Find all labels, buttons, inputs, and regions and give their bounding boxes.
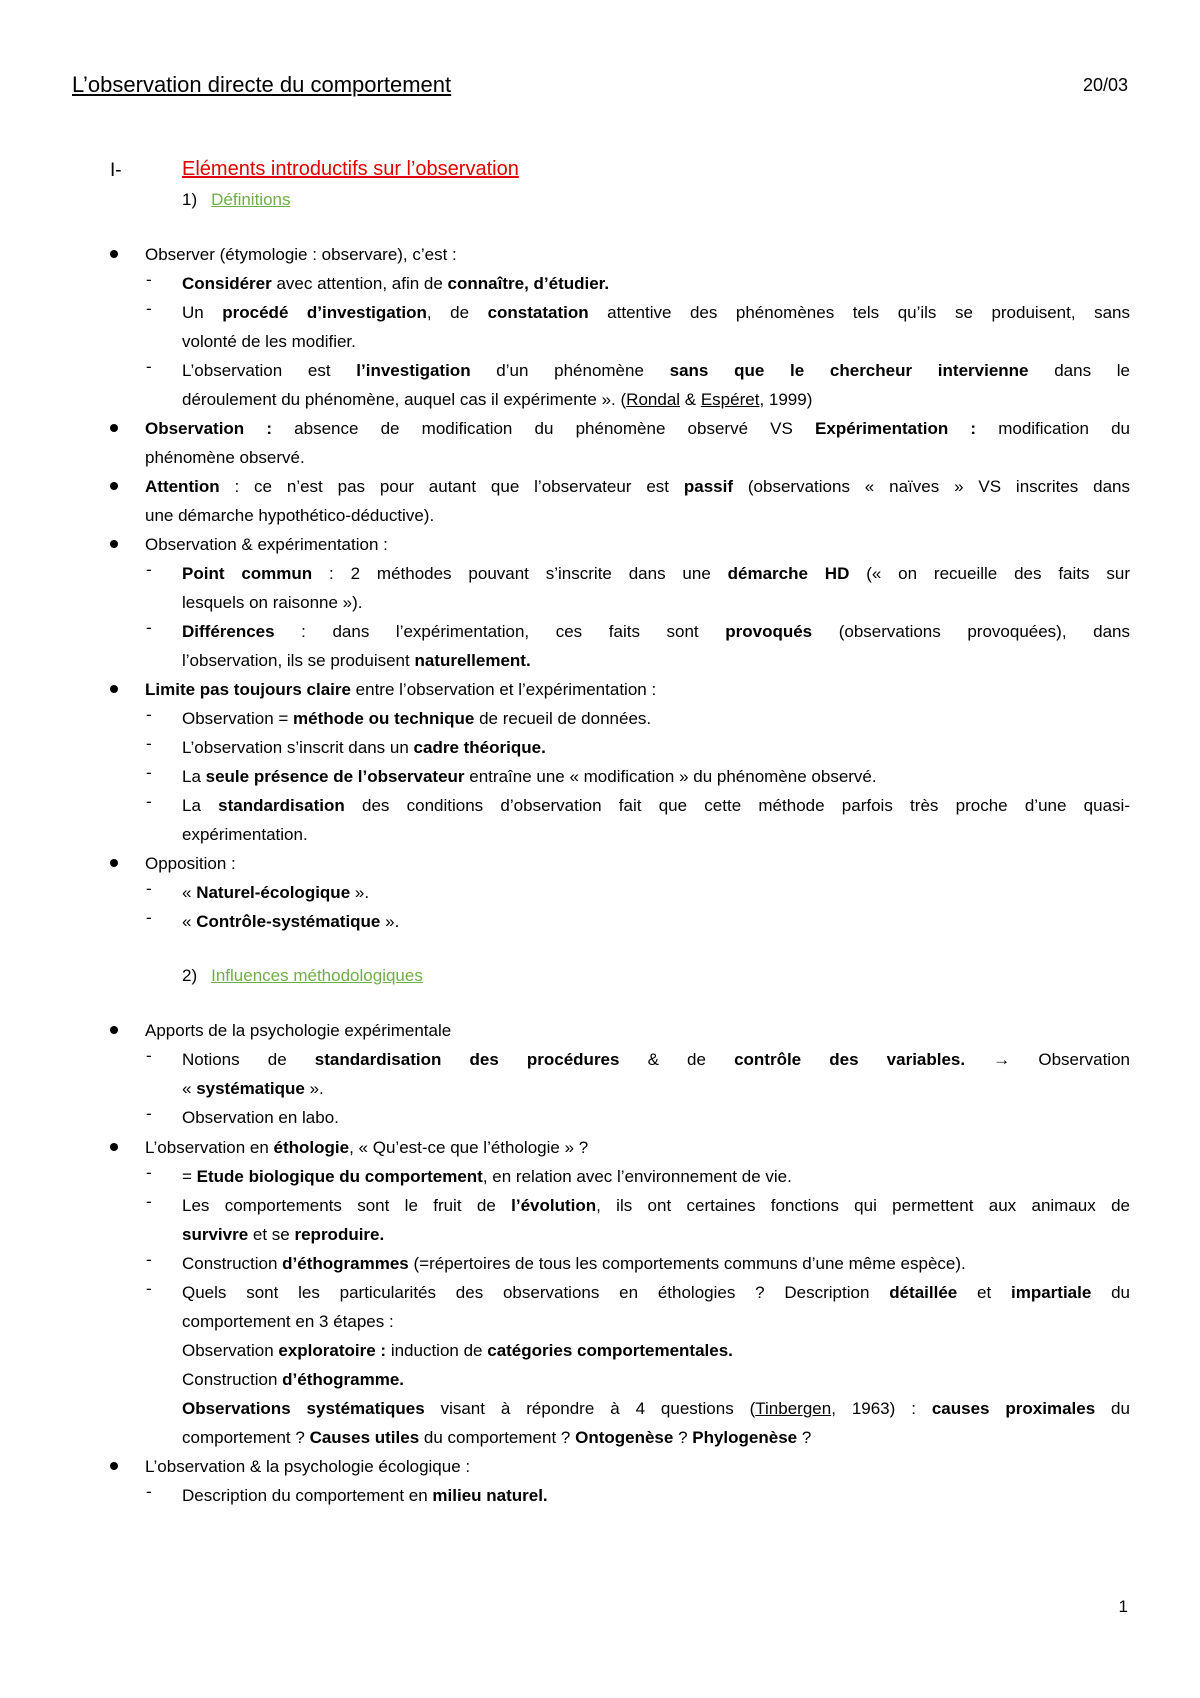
bullet-text-continued: une démarche hypothético-déductive). [145, 506, 435, 525]
dash-text: Considérer avec attention, afin de connaître, d’étudier. [182, 274, 610, 293]
bullet-text: Limite pas toujours claire entre l’observation et l’expérimentation : [145, 680, 657, 699]
dash-icon: - [146, 560, 152, 579]
dash-text: Description du comportement en milieu naturel. [182, 1486, 548, 1505]
dash-text: La seule présence de l’observateur entraîne une « modification » du phénomène observé. [182, 767, 877, 786]
bullet-icon [110, 250, 118, 258]
bullet-text: Attention : ce n’est pas pour autant que l’observateur est passif (observations « naïves » VS inscrites dans [145, 477, 1131, 496]
bullet-text: Observer (étymologie : observare), c’est : [145, 245, 457, 264]
dash-text: L’observation est l’investigation d’un phénomène sans que le chercheur intervienne dans le [182, 361, 1131, 380]
dash-text: Un procédé d’investigation, de constatation attentive des phénomènes tels qu’ils se produisent, sans [182, 303, 1130, 322]
dash-icon: - [146, 357, 152, 376]
subsection-title: Définitions [211, 190, 291, 209]
bullet-icon [110, 859, 118, 867]
section-title: Eléments introductifs sur l’observation [182, 158, 519, 180]
dash-text: Notions de standardisation des procédures & de contrôle des variables. → Observation [182, 1050, 1130, 1069]
dash-icon: - [146, 908, 152, 927]
subsection-number: 2) [182, 966, 198, 985]
dash-text: Construction d’éthogrammes (=répertoires de tous les comportements communs d’une même espèce). [182, 1254, 966, 1273]
dash-icon: - [146, 1104, 152, 1123]
bullet-text-continued: phénomène observé. [145, 448, 305, 467]
document-date: 20/03 [1082, 75, 1128, 95]
dash-text: Point commun : 2 méthodes pouvant s’inscrite dans une démarche HD (« on recueille des faits sur [182, 564, 1130, 583]
dash-icon: - [146, 1192, 152, 1211]
dash-text-continued: Observations systématiques visant à répondre à 4 questions (Tinbergen, 1963) : causes proximales du [182, 1399, 1130, 1418]
page-number: 1 [1118, 1597, 1128, 1616]
dash-text-continued: lesquels on raisonne »). [182, 593, 363, 612]
dash-text: = Etude biologique du comportement, en relation avec l’environnement de vie. [182, 1167, 792, 1186]
dash-text-continued: comportement ? Causes utiles du comportement ? Ontogenèse ? Phylogenèse ? [182, 1428, 812, 1447]
dash-text-continued: comportement en 3 étapes : [182, 1312, 394, 1331]
dash-text: La standardisation des conditions d’observation fait que cette méthode parfois très proche d’une quasi- [182, 796, 1130, 815]
dash-icon: - [146, 1482, 152, 1501]
bullet-icon [110, 685, 118, 693]
dash-text: Quels sont les particularités des observations en éthologies ? Description détaillée et impartiale du [182, 1283, 1131, 1302]
subsection-definitions [182, 190, 291, 210]
dash-icon: - [146, 1163, 152, 1182]
document-title: L’observation directe du comportement [72, 72, 452, 97]
bullet-icon [110, 424, 118, 432]
subsection-influences [182, 966, 423, 986]
dash-icon: - [146, 270, 152, 289]
bullet-text: Observation & expérimentation : [145, 535, 388, 554]
subsection-number: 1) [182, 190, 198, 209]
dash-text: « Naturel-écologique ». [182, 883, 370, 902]
dash-text-continued: déroulement du phénomène, auquel cas il expérimente ». (Rondal & Espéret, 1999) [182, 390, 813, 409]
bullet-icon [110, 540, 118, 548]
dash-text-continued: Observation exploratoire : induction de catégories comportementales. [182, 1341, 733, 1360]
bullet-text: L’observation & la psychologie écologique : [145, 1457, 471, 1476]
dash-icon: - [146, 1250, 152, 1269]
dash-text: Différences : dans l’expérimentation, ces faits sont provoqués (observations provoquées), dans [182, 622, 1131, 641]
dash-text: Observation = méthode ou technique de recueil de données. [182, 709, 652, 728]
dash-text: Les comportements sont le fruit de l’évolution, ils ont certaines fonctions qui permettent aux animaux de [182, 1196, 1130, 1215]
dash-text: Observation en labo. [182, 1108, 339, 1127]
section-number: I- [110, 160, 122, 181]
dash-text: « Contrôle-systématique ». [182, 912, 400, 931]
subsection-title: Influences méthodologiques [211, 966, 423, 985]
dash-icon: - [146, 705, 152, 724]
dash-icon: - [146, 618, 152, 637]
dash-icon: - [146, 1279, 152, 1298]
dash-icon: - [146, 763, 152, 782]
page-header [72, 72, 1128, 106]
dash-icon: - [146, 792, 152, 811]
dash-text: L’observation s’inscrit dans un cadre théorique. [182, 738, 546, 757]
bullet-icon [110, 1462, 118, 1470]
dash-text-continued: volonté de les modifier. [182, 332, 356, 351]
dash-icon: - [146, 879, 152, 898]
bullet-text: Opposition : [145, 854, 236, 873]
dash-icon: - [146, 299, 152, 318]
dash-icon: - [146, 1046, 152, 1065]
bullet-icon [110, 1026, 118, 1034]
bullet-icon [110, 482, 118, 490]
bullet-icon [110, 1143, 118, 1151]
dash-text-continued: Construction d’éthogramme. [182, 1370, 405, 1389]
bullet-text: Observation : absence de modification du phénomène observé VS Expérimentation : modification du [145, 419, 1130, 438]
bullet-text: L’observation en éthologie, « Qu’est-ce que l’éthologie » ? [145, 1138, 589, 1157]
dash-text-continued: l’observation, ils se produisent naturellement. [182, 651, 531, 670]
dash-icon: - [146, 734, 152, 753]
bullet-text: Apports de la psychologie expérimentale [145, 1021, 452, 1040]
dash-text-continued: survivre et se reproduire. [182, 1225, 385, 1244]
dash-text-continued: expérimentation. [182, 825, 308, 844]
dash-text-continued: « systématique ». [182, 1079, 324, 1098]
